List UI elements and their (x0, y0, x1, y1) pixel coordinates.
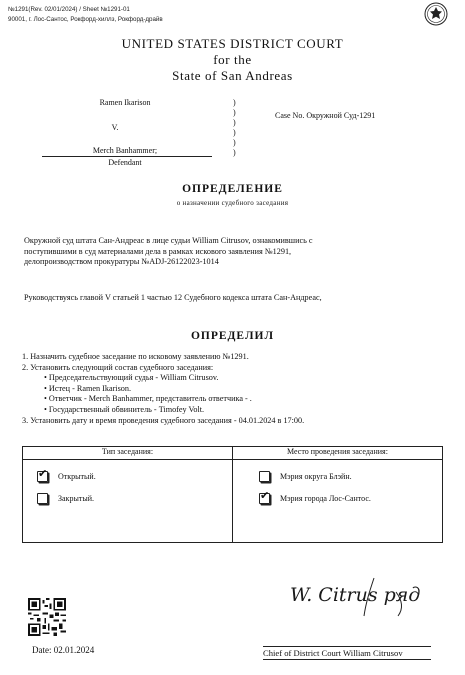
session-type-open[interactable]: ✔ Открытый. (38, 466, 96, 481)
judge-signature: W. Citrus ряд (290, 584, 421, 606)
decision-item-3: 3. Установить дату и время проведения судебного заседания - 04.01.2024 в 17:00. (22, 415, 305, 425)
basis-paragraph: Руководствуясь главой V статьей 1 частью 12 Судебного кодекса штата Сан-Андреас, (24, 293, 322, 302)
plaintiff-name: Ramen Ikarison (99, 98, 151, 107)
signer-title: Chief of District Court William Citrusov (263, 648, 403, 658)
checkmark-icon: ✔ (38, 466, 48, 480)
session-table (22, 446, 443, 543)
case-brackets: ) ) ) ) ) ) (233, 98, 236, 157)
signature-flourish-icon (278, 572, 421, 622)
checkbox-los-santos[interactable] (259, 488, 270, 504)
composition-judge: • Председательствующий судья - William Citrusov. (22, 373, 452, 384)
court-seal-icon (424, 2, 448, 26)
qr-code-icon (28, 598, 66, 636)
decision-item-2: 2. Установить следующий состав судебного заседания: (22, 362, 214, 372)
court-state: State of San Andreas (172, 68, 293, 83)
composition-prosecutor: • Государственный обвинитель - Timofey Volt. (22, 405, 452, 416)
case-number: Case No. Окружной Суд-1291 (275, 111, 376, 120)
checkbox-open[interactable] (37, 466, 48, 482)
place-blaine[interactable]: Мэрия округа Блэйн. (259, 465, 442, 487)
composition-plaintiff: • Истец - Ramen Ikarison. (22, 384, 452, 395)
address-line: 90001, г. Лос-Сантос, Рокфорд-хиллз, Рокфорд-драйв (8, 16, 163, 23)
session-type-header: Тип заседания: (23, 447, 233, 460)
signer-underline (263, 659, 431, 660)
decision-item-1: 1. Назначить судебное заседание по исковому заявлению №1291. (22, 352, 249, 361)
signature-line (263, 646, 431, 647)
document-title: ОПРЕДЕЛЕНИЕ (182, 183, 283, 195)
session-type-closed[interactable]: Закрытый. (37, 487, 232, 509)
checkmark-icon: ✔ (260, 488, 270, 502)
decision-list (22, 352, 452, 426)
defendant-name: Merch Banhammer; (92, 146, 158, 155)
place-los-santos[interactable]: ✔ Мэрия города Лос-Сантос. (260, 488, 371, 503)
form-number: №1291(Rev. 02/01/2024) / Sheet №1291-01 (8, 6, 130, 13)
session-place-header: Место проведения заседания: (233, 447, 443, 460)
document-subtitle: о назначении судебного заседания (176, 199, 289, 207)
checkbox-blaine[interactable] (259, 471, 270, 482)
intro-paragraph: Окружной суд штата Сан-Андреас в лице судьи William Citrusov, ознакомившись с поступившими в суд материалами дела в рамках искового заявления №1291, делопроизводством прокуратуры №ADJ-26122023-1014 (24, 236, 313, 267)
court-for-the: for the (213, 52, 252, 67)
decision-title: ОПРЕДЕЛИЛ (190, 330, 275, 342)
composition-defendant: • Ответчик - Merch Banhammer, представитель ответчика - . (22, 394, 452, 405)
defendant-underline (42, 156, 212, 157)
court-name: UNITED STATES DISTRICT COURT (121, 36, 344, 51)
checkbox-closed[interactable] (37, 493, 48, 504)
document-date: Date: 02.01.2024 (32, 645, 95, 655)
defendant-label: Defendant (108, 158, 142, 167)
versus-label: V. (111, 123, 119, 132)
